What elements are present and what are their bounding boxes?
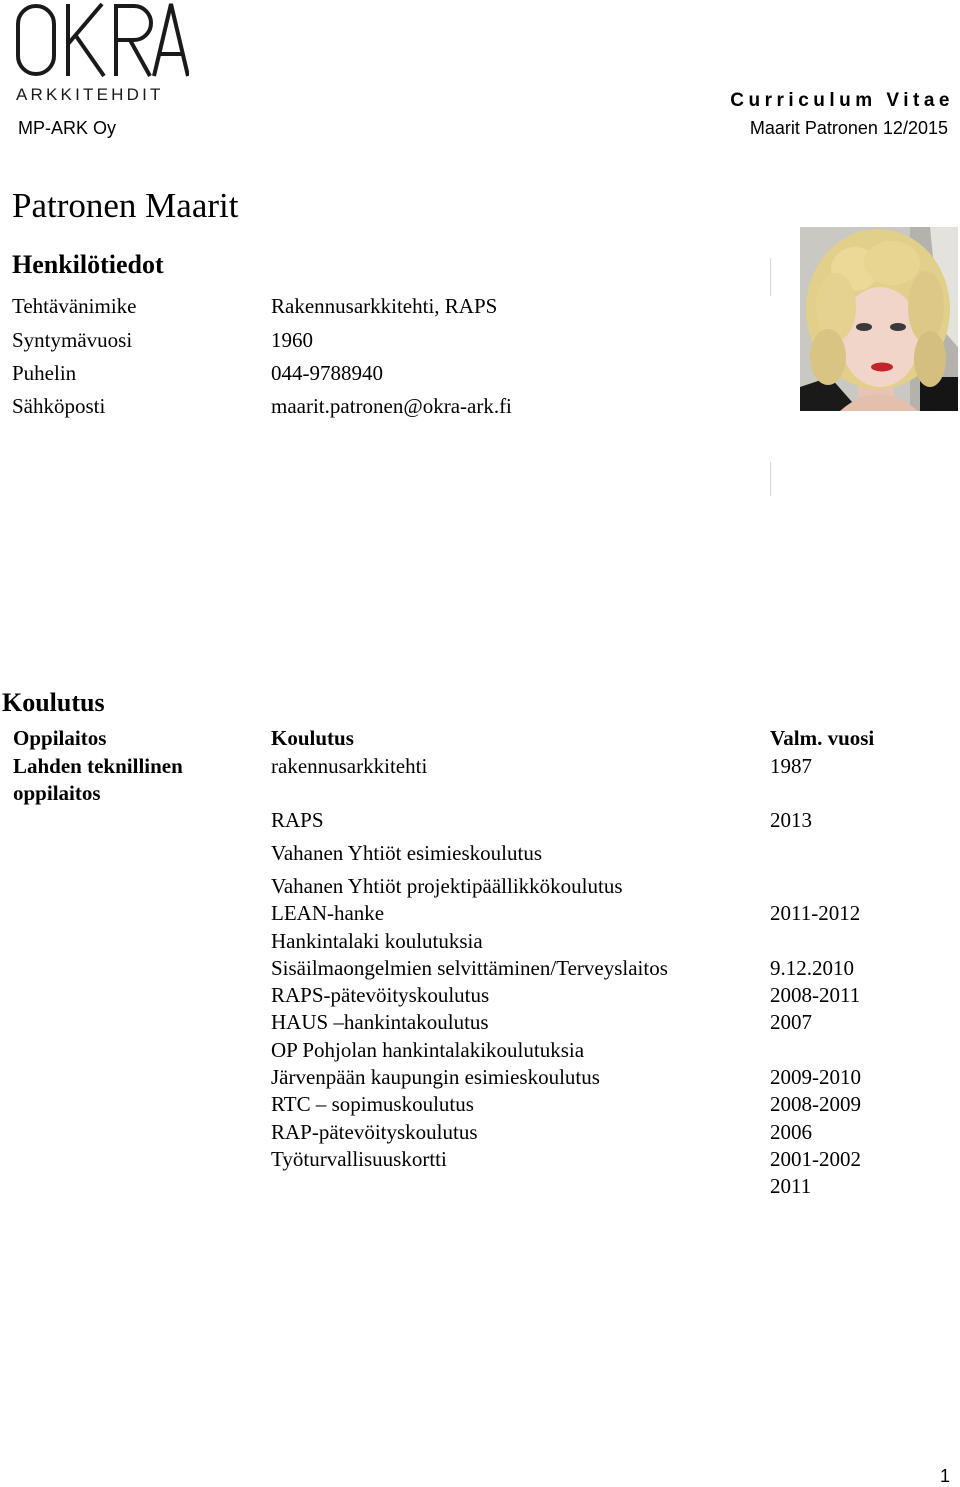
company-logo	[14, 0, 189, 105]
course-name: Hankintalaki koulutuksia	[271, 929, 483, 953]
course-year: 2013	[770, 808, 812, 832]
column-header-school: Oppilaitos	[13, 726, 107, 750]
cv-title: Curriculum Vitae	[730, 90, 954, 111]
course-name: Järvenpään kaupungin esimieskoulutus	[271, 1065, 600, 1089]
email-label: Sähköposti	[12, 394, 106, 418]
divider-mark	[770, 462, 771, 496]
school-name: Lahden teknillinen	[13, 754, 183, 778]
course-name: HAUS –hankintakoulutus	[271, 1010, 489, 1034]
birth-year-label: Syntymävuosi	[12, 328, 133, 352]
svg-text:ARKKITEHDIT: ARKKITEHDIT	[16, 85, 164, 104]
course-year: 9.12.2010	[770, 956, 854, 980]
document-reference: Maarit Patronen 12/2015	[749, 118, 948, 138]
course-year: 2006	[770, 1120, 812, 1144]
course-name: OP Pohjolan hankintalakikoulutuksia	[271, 1038, 585, 1062]
course-name: Vahanen Yhtiöt projektipäällikkökoulutus	[271, 874, 623, 898]
course-name: Vahanen Yhtiöt esimieskoulutus	[271, 841, 543, 865]
birth-year-value: 1960	[271, 328, 313, 352]
phone-label: Puhelin	[12, 361, 77, 385]
person-name: Patronen Maarit	[12, 186, 239, 225]
company-name: MP-ARK Oy	[18, 118, 117, 138]
course-year: 2011	[770, 1174, 812, 1198]
course-name: Työturvallisuuskortti	[271, 1147, 447, 1171]
phone-value: 044-9788940	[271, 361, 383, 385]
education-heading: Koulutus	[2, 688, 105, 717]
course-year: 2009-2010	[770, 1065, 861, 1089]
course-year: 1987	[770, 754, 812, 778]
course-year: 2001-2002	[770, 1147, 861, 1171]
course-year: 2011-2012	[770, 901, 861, 925]
course-name: LEAN-hanke	[271, 901, 385, 925]
page-number: 1	[939, 1466, 950, 1486]
divider-mark	[770, 258, 771, 296]
course-name: rakennusarkkitehti	[271, 754, 428, 778]
course-name: RAPS	[271, 808, 324, 832]
course-name: RAPS-pätevöityskoulutus	[271, 983, 490, 1007]
profile-photo	[800, 227, 958, 411]
job-title-label: Tehtävänimike	[12, 294, 137, 318]
email-value: maarit.patronen@okra-ark.fi	[271, 394, 512, 418]
course-year: 2008-2011	[770, 983, 861, 1007]
column-header-course: Koulutus	[271, 726, 354, 750]
course-name: RAP-pätevöityskoulutus	[271, 1120, 478, 1144]
course-name: Sisäilmaongelmien selvittäminen/Terveyslaitos	[271, 956, 668, 980]
course-year: 2007	[770, 1010, 812, 1034]
column-header-year: Valm. vuosi	[770, 726, 875, 750]
course-year: 2008-2009	[770, 1092, 861, 1116]
personal-info-heading: Henkilötiedot	[12, 250, 164, 279]
school-name-continued: oppilaitos	[13, 781, 101, 805]
course-name: RTC – sopimuskoulutus	[271, 1092, 474, 1116]
job-title-value: Rakennusarkkitehti, RAPS	[271, 294, 498, 318]
